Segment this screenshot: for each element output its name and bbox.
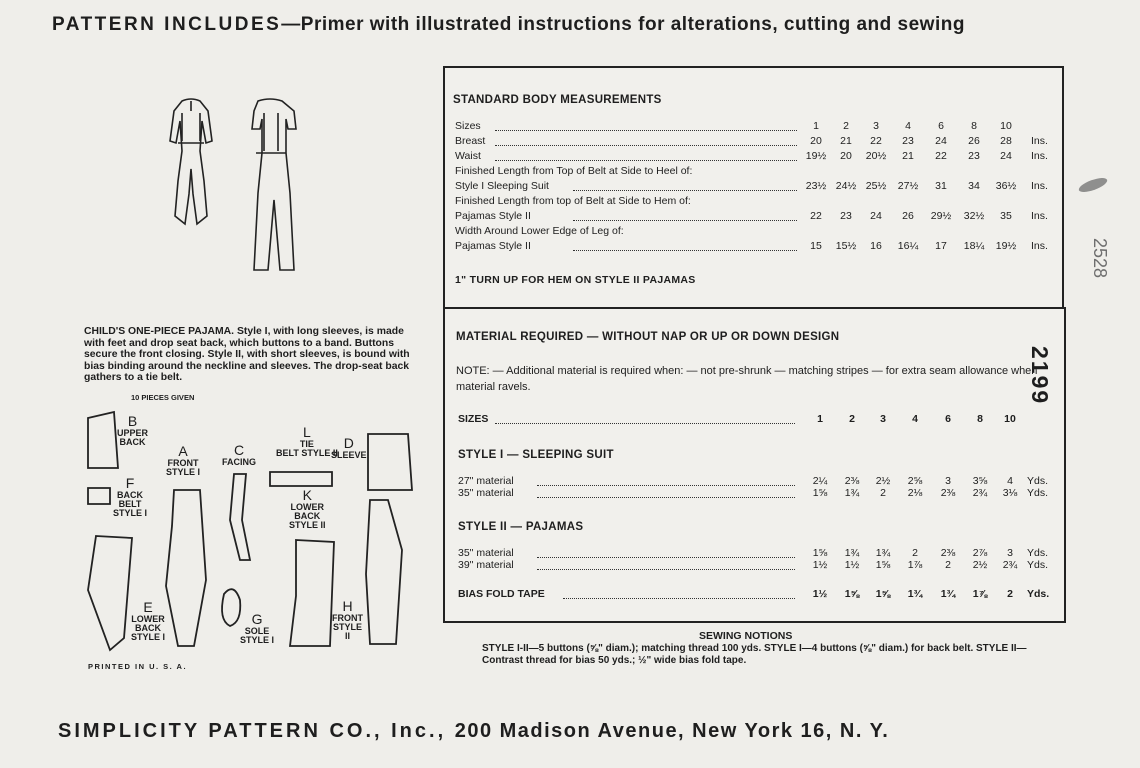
material-value: 2½	[875, 475, 891, 487]
material-value: 2¾	[1002, 559, 1018, 571]
pattern-number: 2199	[1027, 346, 1053, 406]
piece-h-front	[366, 500, 402, 644]
sewing-notions-text: STYLE I-II—5 buttons (⅝" diam.); matching thread 100 yds. STYLE I—4 buttons (⅝" diam.) for back belt. STYLE II—Contrast thread for bias 50 yds.; ½" wide bias fold tape.	[482, 643, 1027, 666]
measurement-value: 1	[813, 120, 819, 132]
material-value: 2	[912, 547, 918, 559]
pieces-given-label: 10 PIECES GIVEN	[131, 393, 195, 402]
measurement-value: 22	[935, 150, 947, 162]
material-group-heading: STYLE I — SLEEPING SUIT	[458, 449, 614, 461]
label-piece-f: F BACK BELT STYLE I	[113, 475, 148, 518]
material-value: 1	[817, 413, 823, 425]
material-unit: Yds.	[1027, 475, 1049, 487]
material-value: 2½	[972, 559, 988, 571]
style-2-back-view	[252, 99, 296, 270]
measurement-value: 23	[968, 150, 980, 162]
material-label: 39" material	[458, 559, 514, 571]
measurement-value: 8	[971, 120, 977, 132]
pattern-description: CHILD'S ONE-PIECE PAJAMA. Style I, with long sleeves, is made with feet and drop seat back, which buttons to a band. Buttons secure the front closing. Style II, with short sleeves, is bound with bias binding around the neckline and sleeves. The drop-seat back gathers to a tie belt.	[84, 326, 410, 383]
measurement-value: 28	[1000, 135, 1012, 147]
material-value: 4	[912, 413, 918, 425]
material-label: BIAS FOLD TAPE	[458, 588, 545, 600]
measurement-value: 21	[840, 135, 852, 147]
material-value: 1⅝	[812, 547, 828, 559]
material-value: 2⅞	[972, 547, 988, 559]
material-value: 2	[880, 487, 886, 499]
measurement-label: Sizes	[455, 120, 481, 132]
measurement-value: 16	[870, 240, 882, 252]
label-piece-l: L TIE BELT STYLE II	[276, 424, 338, 458]
measurement-label: Finished Length from top of Belt at Side to Hem of:	[455, 195, 691, 207]
piece-b-upper-back	[88, 412, 118, 468]
label-piece-h: H FRONT STYLE II	[332, 598, 363, 641]
material-value: 2	[945, 559, 951, 571]
material-value: 1⅝	[875, 588, 891, 600]
material-value: 1¾	[844, 547, 860, 559]
material-unit: Yds.	[1027, 547, 1049, 559]
dot-leader	[495, 128, 797, 131]
material-value: 2⅜	[940, 487, 956, 499]
measurement-value: 36½	[995, 180, 1017, 192]
dot-leader	[495, 421, 795, 424]
piece-g-sole	[222, 589, 240, 626]
material-note: NOTE: — Additional material is required when: — not pre-shrunk — matching stripes — for extra seam allowance when material ravels.	[456, 365, 1038, 393]
dot-leader	[573, 248, 797, 251]
piece-e-lower-back	[88, 536, 132, 650]
material-value: 1¾	[844, 487, 860, 499]
piece-l-tie-belt	[270, 472, 332, 486]
measurement-value: 20	[840, 150, 852, 162]
material-value: 2⅝	[907, 475, 923, 487]
dot-leader	[563, 596, 795, 599]
measurement-value: 27½	[897, 180, 919, 192]
material-value: 2⅛	[907, 487, 923, 499]
material-value: 1¾	[907, 588, 923, 600]
style-1-back-view	[170, 99, 212, 224]
measurement-label: Waist	[455, 150, 481, 162]
dot-leader	[573, 188, 797, 191]
material-value: 6	[945, 413, 951, 425]
measurement-value: 29½	[930, 210, 952, 222]
measurement-value: 21	[902, 150, 914, 162]
measurement-label: Style I Sleeping Suit	[455, 180, 549, 192]
material-value: 8	[977, 413, 983, 425]
measurement-value: 25½	[865, 180, 887, 192]
material-value: 2	[1007, 588, 1013, 600]
material-value: 2¼	[812, 475, 828, 487]
measurement-label: Width Around Lower Edge of Leg of:	[455, 225, 624, 237]
material-value: 1¾	[940, 588, 956, 600]
label-piece-k: K LOWER BACK STYLE II	[289, 487, 326, 530]
material-value: 1½	[812, 559, 828, 571]
piece-c-facing	[230, 474, 250, 560]
measurement-value: 20½	[865, 150, 887, 162]
material-value: 1¾	[875, 547, 891, 559]
material-value: 1⅝	[875, 559, 891, 571]
measurement-unit: Ins.	[1031, 240, 1048, 252]
measurement-unit: Ins.	[1031, 135, 1048, 147]
label-piece-b: B UPPER BACK	[117, 413, 149, 447]
measurement-value: 3	[873, 120, 879, 132]
measurement-value: 2	[843, 120, 849, 132]
material-value: 3⅛	[1002, 487, 1018, 499]
measurement-value: 34	[968, 180, 980, 192]
piece-d-sleeve	[368, 434, 412, 490]
measurement-value: 6	[938, 120, 944, 132]
measurement-value: 35	[1000, 210, 1012, 222]
sewing-notions-title: SEWING NOTIONS	[699, 630, 793, 642]
measurement-value: 16¼	[897, 240, 919, 252]
measurement-value: 20	[810, 135, 822, 147]
measurement-value: 24	[870, 210, 882, 222]
measurement-value: 22	[810, 210, 822, 222]
garment-illustrations	[160, 95, 330, 280]
material-value: 1⅝	[812, 487, 828, 499]
label-piece-d: D SLEEVE	[331, 435, 367, 460]
label-piece-g: G SOLE STYLE I	[240, 611, 275, 645]
measurement-value: 24	[1000, 150, 1012, 162]
measurement-value: 19½	[805, 150, 827, 162]
measurement-value: 15½	[835, 240, 857, 252]
material-value: 1½	[812, 588, 828, 600]
material-group-heading: STYLE II — PAJAMAS	[458, 521, 584, 533]
measurement-value: 4	[905, 120, 911, 132]
pencil-mark-number: 2528	[1090, 238, 1110, 279]
measurement-value: 23	[840, 210, 852, 222]
material-unit: Yds.	[1027, 559, 1049, 571]
label-piece-e: E LOWER BACK STYLE I	[131, 599, 166, 642]
measurement-value: 26	[968, 135, 980, 147]
material-value: 1⅞	[972, 588, 988, 600]
ink-smudge	[1077, 175, 1109, 195]
label-piece-c: C FACING	[222, 442, 257, 467]
material-value: 1⅝	[844, 588, 860, 600]
dot-leader	[495, 158, 797, 161]
piece-k-lower-back	[290, 540, 334, 646]
measurement-unit: Ins.	[1031, 180, 1048, 192]
dot-leader	[495, 143, 797, 146]
measurement-label: Breast	[455, 135, 486, 147]
measurement-label: Pajamas Style II	[455, 240, 531, 252]
pattern-includes-header: PATTERN INCLUDES—Primer with illustrated instructions for alterations, cutting and sewing	[52, 14, 965, 35]
measurement-unit: Ins.	[1031, 210, 1048, 222]
measurement-label: Finished Length from Top of Belt at Side to Heel of:	[455, 165, 693, 177]
material-value: 3⅝	[972, 475, 988, 487]
measurement-value: 22	[870, 135, 882, 147]
material-value: 2¾	[972, 487, 988, 499]
dot-leader	[537, 567, 795, 570]
material-value: 3	[880, 413, 886, 425]
measurement-value: 24	[935, 135, 947, 147]
measurements-title: STANDARD BODY MEASUREMENTS	[453, 94, 662, 106]
measurement-value: 24½	[835, 180, 857, 192]
label-piece-a: A FRONT STYLE I	[166, 443, 201, 477]
measurement-value: 15	[810, 240, 822, 252]
material-box	[443, 307, 1066, 623]
material-value: 10	[1004, 413, 1016, 425]
material-unit: Yds.	[1027, 588, 1050, 600]
measurement-value: 31	[935, 180, 947, 192]
material-value: 3	[945, 475, 951, 487]
material-value: 4	[1007, 475, 1013, 487]
material-value: 2⅜	[844, 475, 860, 487]
material-unit: Yds.	[1027, 487, 1049, 499]
material-label: 27" material	[458, 475, 514, 487]
hem-note: 1" TURN UP FOR HEM ON STYLE II PAJAMAS	[455, 274, 696, 286]
measurement-unit: Ins.	[1031, 150, 1048, 162]
measurement-value: 26	[902, 210, 914, 222]
printed-in-usa: PRINTED IN U. S. A.	[88, 662, 188, 671]
measurements-box	[443, 66, 1064, 309]
material-value: 1½	[844, 559, 860, 571]
piece-f-back-belt	[88, 488, 110, 504]
material-value: 3	[1007, 547, 1013, 559]
dot-leader	[537, 483, 795, 486]
material-value: 2	[849, 413, 855, 425]
dot-leader	[537, 555, 795, 558]
measurement-value: 19½	[995, 240, 1017, 252]
material-label: SIZES	[458, 413, 489, 425]
material-label: 35" material	[458, 547, 514, 559]
measurement-value: 10	[1000, 120, 1012, 132]
material-label: 35" material	[458, 487, 514, 499]
publisher-footer: SIMPLICITY PATTERN CO., Inc., 200 Madison Avenue, New York 16, N. Y.	[58, 720, 890, 742]
measurement-value: 23	[902, 135, 914, 147]
measurement-value: 17	[935, 240, 947, 252]
measurement-value: 23½	[805, 180, 827, 192]
dot-leader	[537, 495, 795, 498]
material-value: 1⅞	[907, 559, 923, 571]
measurement-value: 32½	[963, 210, 985, 222]
measurement-value: 18¼	[963, 240, 985, 252]
dot-leader	[573, 218, 797, 221]
material-value: 2⅜	[940, 547, 956, 559]
material-title: MATERIAL REQUIRED — WITHOUT NAP OR UP OR DOWN DESIGN	[456, 331, 840, 343]
piece-a-front	[166, 490, 206, 646]
measurement-label: Pajamas Style II	[455, 210, 531, 222]
